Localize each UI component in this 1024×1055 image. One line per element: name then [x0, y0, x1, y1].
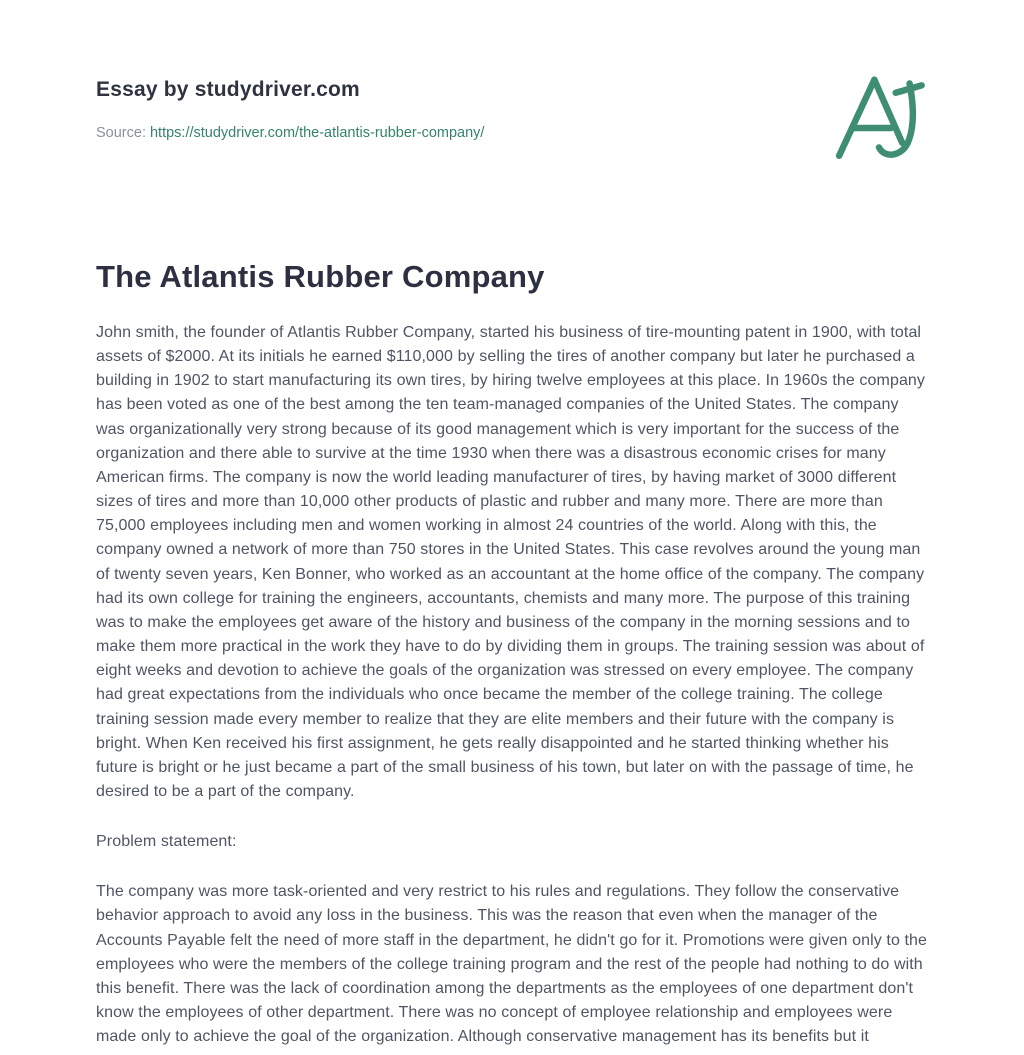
essay-byline: Essay by studydriver.com	[96, 78, 360, 101]
logo-tick-stroke	[896, 85, 922, 92]
essay-paragraph-intro: John smith, the founder of Atlantis Rubber Company, started his business of tire-mounting patent in 1900, with total assets of $2000. At its initials he earned $110,000 by selling the tires of another company but later he purchased a building in 1902 to start manufacturing its own tires, by hiring twelve employees at this place. In 1960s the company has been voted as one of the best among the ten team-managed companies of the United States. The company was organizationally very strong because of its good management which is very important for the success of the organization and there able to survive at the time 1930 when there was a disastrous economic crises for many American firms. The company is now the world leading manufacturer of tires, by having market of 3000 different sizes of tires and more than 10,000 other products of plastic and rubber and many more. There are more than 75,000 employees including men and women working in almost 24 countries of the world. Along with this, the company owned a network of more than 750 stores in the United States. This case revolves around the young man of twenty seven years, Ken Bonner, who worked as an accountant at the home office of the company. The company had its own college for training the engineers, accountants, chemists and many more. The purpose of this training was to make the employees get aware of the history and business of the company in the morning sessions and to make them more practical in the work they have to do by dividing them in groups. The training session was about of eight weeks and devotion to achieve the goals of the organization was stressed on every employee. The company had great expectations from the individuals who once became the member of the college training. The college training session made every member to realize that they are elite members and their future with the company is bright. When Ken received his first assignment, he gets really disappointed and he started thinking whether his future is bright or he just became a part of the small business of his town, but later on with the passage of time, he desired to be a part of the company.	[96, 324, 926, 800]
source-line	[96, 125, 928, 141]
essay-body	[96, 321, 928, 1049]
source-url-link[interactable]: https://studydriver.com/the-atlantis-rubber-company/	[149, 125, 485, 141]
problem-statement-heading: Problem statement:	[96, 833, 237, 851]
document-header	[96, 0, 928, 141]
essay-paragraph-problem: The company was more task-oriented and very restrict to his rules and regulations. They follow the conservative behavior approach to avoid any loss in the business. This was the reason that even when the manager of the Accounts Payable felt the need of more staff in the department, he didn't go for it. Promotions were given only to the employees who were the members of the college training program and the rest of the people had nothing to do with this benefit. There was the lack of coordination among the departments as the employees of one department don't know the employees of other department. There was no concept of employee relationship and employees were made only to achieve the goal of the organization. Although conservative management has its benefits but it	[96, 883, 928, 1046]
studydriver-logo-icon	[828, 70, 930, 160]
logo-a-left-stroke	[839, 80, 874, 156]
source-label: Source:	[96, 125, 146, 141]
essay-article	[96, 259, 928, 1049]
page-title: The Atlantis Rubber Company	[96, 259, 545, 294]
